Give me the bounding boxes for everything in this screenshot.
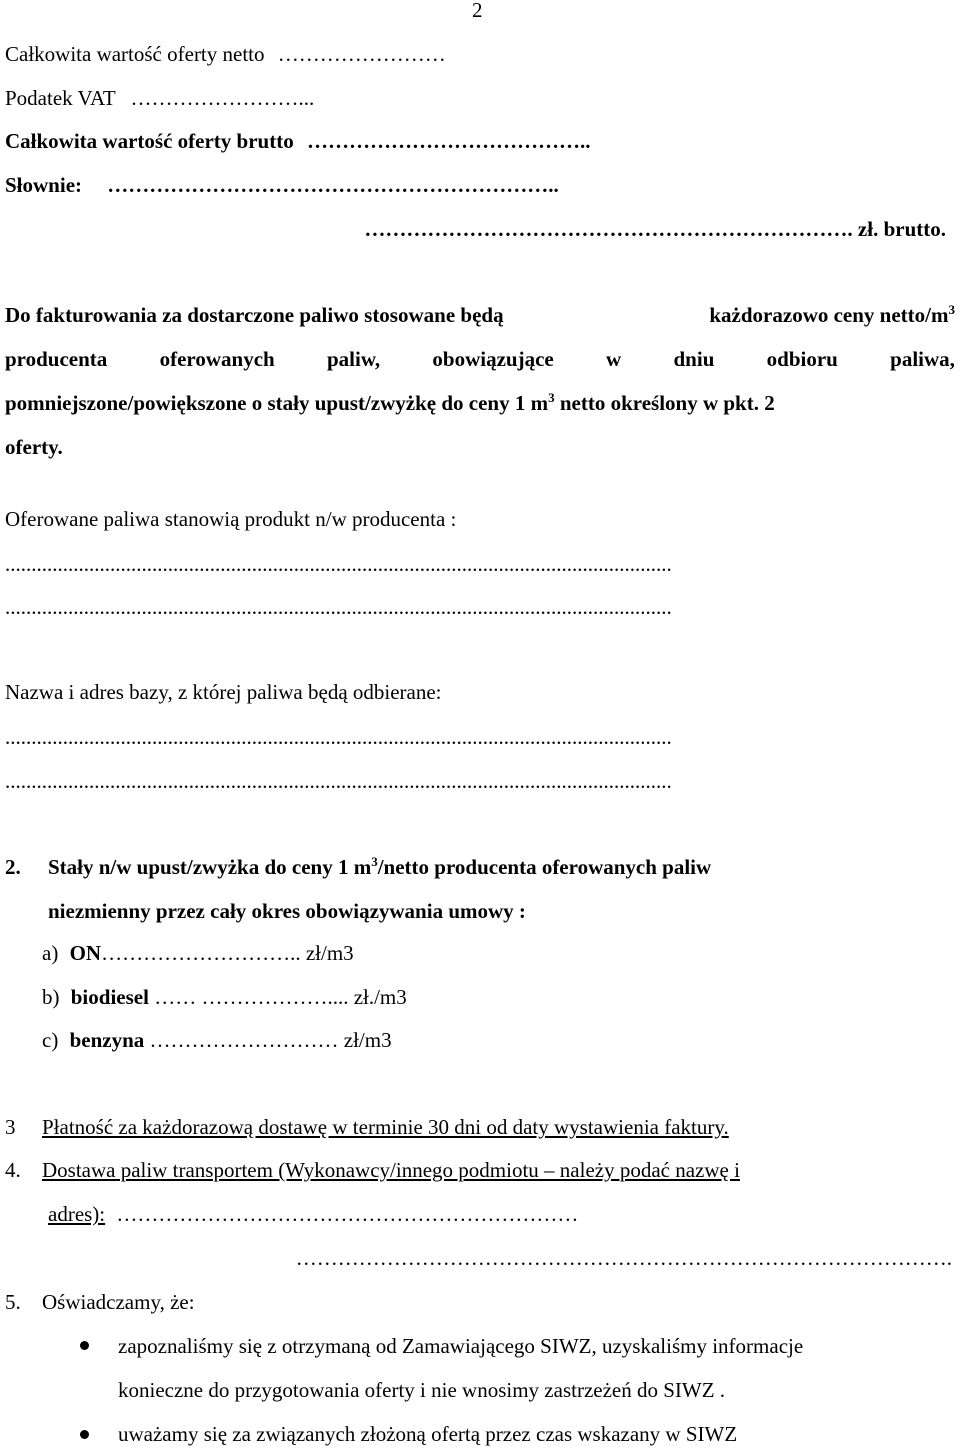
producer-fill-line-2: ...............................................................................................................................: [5, 595, 672, 619]
base-fill-line-2: ...............................................................................................................................: [5, 769, 672, 793]
invoicing-line-1b: każdorazowo ceny netto/m: [709, 303, 949, 327]
gross-total-row: [5, 129, 590, 153]
base-label: Nazwa i adres bazy, z której paliwa będą odbierane:: [5, 680, 442, 704]
section-2-number: 2.: [5, 855, 21, 879]
invoicing-word: obowiązujące: [432, 347, 554, 371]
page-number: 2: [472, 0, 483, 22]
producer-label: Oferowane paliwa stanowią produkt n/w producenta :: [5, 507, 457, 531]
section-3-text: Płatność za każdorazową dostawę w terminie 30 dni od daty wystawienia faktury.: [42, 1115, 729, 1139]
invoicing-line-3: [5, 391, 775, 415]
invoicing-word: w: [606, 347, 622, 371]
net-total-row: [5, 42, 446, 66]
vat-value: ……………………...: [130, 86, 315, 110]
gross-total-label: Całkowita wartość oferty brutto: [5, 129, 294, 153]
section-4-fill-line-2: ………………………………………………………………………………….: [295, 1246, 952, 1270]
invoicing-word: oferowanych: [159, 347, 275, 371]
in-words-label: Słownie:: [5, 173, 83, 197]
invoicing-sup-1: 3: [948, 302, 955, 317]
in-words-value: ………………………………………………………..: [107, 173, 559, 197]
invoicing-line-3b: netto określony w pkt. 2: [554, 391, 775, 415]
section-4-address-fill: …………………………………………………………: [116, 1202, 579, 1226]
price-item-letter: c): [42, 1028, 59, 1052]
invoicing-word: paliwa,: [890, 347, 955, 371]
section-4-address-label: adres):: [48, 1202, 106, 1226]
price-item-letter: a): [42, 941, 59, 965]
net-total-value: ……………………: [277, 42, 446, 66]
section-4-text: Dostawa paliw transportem (Wykonawcy/innego podmiotu – należy podać nazwę i: [42, 1158, 740, 1182]
price-item-value: ……………………….. zł/m3: [101, 941, 354, 965]
invoicing-word: dniu: [673, 347, 715, 371]
in-words-row: [5, 173, 559, 197]
section-2-line-1b: /netto producenta oferowanych paliw: [377, 855, 712, 879]
invoicing-word: odbioru: [766, 347, 838, 371]
bullet-dot: [80, 1430, 89, 1439]
section-4-number: 4.: [5, 1158, 21, 1182]
vat-row: [5, 86, 314, 110]
invoicing-line-1a: Do fakturowania za dostarczone paliwo stosowane będą: [5, 303, 504, 327]
net-total-label: Całkowita wartość oferty netto: [5, 42, 265, 66]
price-item-value: ……………………… zł/m3: [149, 1028, 392, 1052]
section-2-line-2: niezmienny przez cały okres obowiązywania umowy :: [48, 899, 526, 923]
price-item-on: [42, 941, 354, 965]
invoicing-line-4: oferty.: [5, 435, 63, 459]
price-item-petrol: [42, 1028, 392, 1052]
invoicing-line-3a: pomniejszone/powiększone o stały upust/zwyżkę do ceny 1 m: [5, 391, 549, 415]
declaration-2-line-1: uważamy się za związanych złożoną ofertą przez czas wskazany w SIWZ: [118, 1422, 738, 1446]
invoicing-word: producenta: [5, 347, 108, 371]
base-fill-line-1: ...............................................................................................................................: [5, 725, 672, 749]
invoicing-sup-3: 3: [548, 390, 555, 405]
invoicing-line-1: [5, 303, 955, 327]
bullet-dot: [80, 1341, 89, 1350]
section-2-sup: 3: [371, 854, 378, 869]
invoicing-line-2: [5, 347, 955, 371]
declaration-1-line-2: konieczne do przygotowania oferty i nie wnosimy zastrzeżeń do SIWZ .: [118, 1378, 726, 1402]
invoicing-word: paliw,: [327, 347, 381, 371]
price-item-value: …… ……………….... zł./m3: [154, 985, 407, 1009]
in-words-line2: ……………………………………………………………. zł. brutto.: [364, 217, 946, 241]
gross-total-value: …………………………………..: [306, 129, 591, 153]
section-5-label: Oświadczamy, że:: [42, 1290, 195, 1314]
price-item-biodiesel: [42, 985, 407, 1009]
price-item-letter: b): [42, 985, 60, 1009]
section-2-line-1a: Stały n/w upust/zwyżka do ceny 1 m: [48, 855, 372, 879]
producer-fill-line-1: ...............................................................................................................................: [5, 552, 672, 576]
price-item-name: biodiesel: [70, 985, 149, 1009]
declaration-1-line-1: zapoznaliśmy się z otrzymaną od Zamawiającego SIWZ, uzyskaliśmy informacje: [118, 1334, 804, 1358]
section-3-number: 3: [5, 1115, 16, 1139]
section-4-address-row: [48, 1202, 578, 1226]
vat-label: Podatek VAT: [5, 86, 116, 110]
price-item-name: ON: [69, 941, 102, 965]
section-2-line-1: [48, 855, 711, 879]
section-5-number: 5.: [5, 1290, 21, 1314]
price-item-name: benzyna: [69, 1028, 145, 1052]
